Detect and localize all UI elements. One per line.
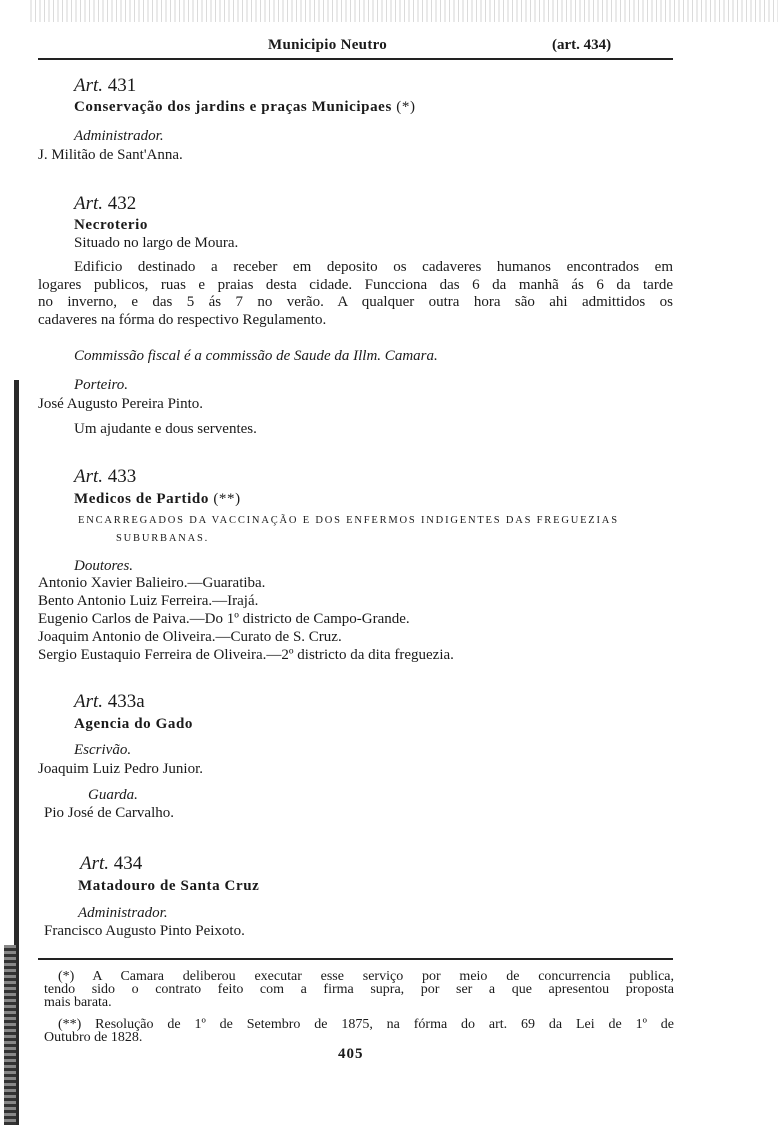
art-432-title: Necroterio bbox=[74, 217, 149, 233]
running-header-title: Municipio Neutro bbox=[268, 37, 388, 53]
art-433a-role-2: Guarda. bbox=[88, 787, 138, 803]
doctor-entry: Joaquim Antonio de Oliveira.—Curato de S. Cruz. bbox=[38, 629, 342, 645]
art-434-heading: Art. 434 bbox=[80, 853, 143, 874]
art-433a-title: Agencia do Gado bbox=[74, 716, 194, 732]
doctor-entry: Sergio Eustaquio Ferreira de Oliveira.—2º districto da dita freguezia. bbox=[38, 647, 454, 663]
art-431-title: Conservação dos jardins e praças Municipaes (*) bbox=[74, 99, 416, 115]
footnote-rule bbox=[38, 958, 673, 960]
footnote-2 bbox=[44, 1018, 674, 1044]
art-433a-role-1: Escrivão. bbox=[74, 742, 132, 758]
art-433a-heading: Art. 433a bbox=[74, 691, 145, 712]
doctor-entry: Eugenio Carlos de Paiva.—Do 1º districto de Campo-Grande. bbox=[38, 611, 410, 627]
art-432-person: José Augusto Pereira Pinto. bbox=[38, 396, 203, 412]
art-434-person: Francisco Augusto Pinto Peixoto. bbox=[44, 923, 245, 939]
footnote-line: (**) Resolução de 1º de Setembro de 1875, na fórma do art. 69 da Lei de 1º de bbox=[58, 1017, 674, 1032]
description-line: logares publicos, ruas e praias desta cidade. Funcciona das 6 da manhã ás 6 da tarde bbox=[38, 276, 673, 293]
art-431-person: J. Militão de Sant'Anna. bbox=[38, 147, 183, 163]
art-433-heading: Art. 433 bbox=[74, 466, 137, 487]
art-432-description bbox=[38, 259, 673, 329]
footnote-line: Outubro de 1828. bbox=[44, 1030, 143, 1045]
footnote-line: tendo sido o contrato feito com a firma supra, por ser a que apresentou proposta bbox=[44, 982, 674, 997]
art-432-commission: Commissão fiscal é a commissão de Saude da Illm. Camara. bbox=[74, 348, 438, 364]
art-434-role: Administrador. bbox=[78, 905, 168, 921]
page-number: 405 bbox=[338, 1046, 364, 1062]
footnote-1 bbox=[44, 970, 674, 1009]
binding-edge-lower bbox=[4, 945, 16, 1125]
art-432-heading: Art. 432 bbox=[74, 193, 137, 214]
scan-noise bbox=[30, 0, 778, 22]
art-433-subtitle-line1: ENCARREGADOS DA VACCINAÇÃO E DOS ENFERMOS INDIGENTES DAS FREGUEZIAS bbox=[78, 515, 619, 526]
footnote-line: mais barata. bbox=[44, 995, 112, 1010]
art-433-role: Doutores. bbox=[74, 558, 134, 574]
description-line: cadaveres na fórma do respectivo Regulamento. bbox=[38, 311, 327, 328]
art-434-title: Matadouro de Santa Cruz bbox=[78, 878, 260, 894]
art-433a-person-2: Pio José de Carvalho. bbox=[44, 805, 174, 821]
description-line: no inverno, e das 5 ás 7 no verão. A qualquer outra hora são ahi admittidos os bbox=[38, 294, 673, 310]
running-header-article: (art. 434) bbox=[552, 37, 612, 53]
art-432-location: Situado no largo de Moura. bbox=[74, 235, 239, 251]
art-431-heading: Art. 431 bbox=[74, 75, 137, 96]
art-433-title: Medicos de Partido (**) bbox=[74, 491, 241, 507]
header-rule bbox=[38, 58, 673, 60]
art-432-staff: Um ajudante e dous serventes. bbox=[74, 421, 257, 437]
art-433-subtitle-line2: SUBURBANAS. bbox=[116, 533, 210, 544]
description-line: Edificio destinado a receber em deposito os cadaveres humanos encontrados em bbox=[74, 259, 673, 275]
art-432-role: Porteiro. bbox=[74, 377, 129, 393]
footnote-line: (*) A Camara deliberou executar esse serviço por meio de concurrencia publica, bbox=[58, 969, 674, 984]
art-433a-person-1: Joaquim Luiz Pedro Junior. bbox=[38, 761, 203, 777]
art-431-role: Administrador. bbox=[74, 128, 164, 144]
doctor-entry: Bento Antonio Luiz Ferreira.—Irajá. bbox=[38, 593, 259, 609]
doctor-entry: Antonio Xavier Balieiro.—Guaratiba. bbox=[38, 575, 266, 591]
